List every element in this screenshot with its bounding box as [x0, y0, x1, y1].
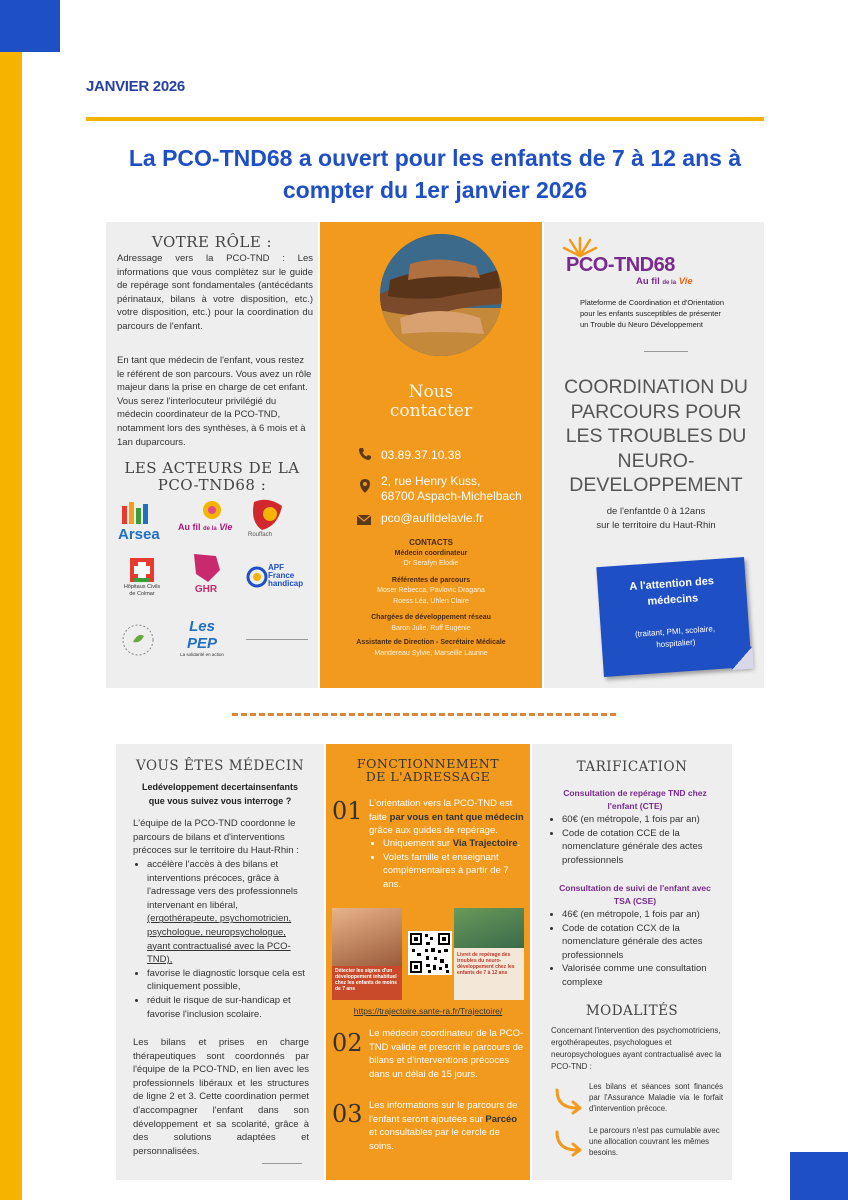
cta-line-1: A l'attention des	[629, 575, 715, 594]
pco-big-title-line-2: PARCOURS POUR	[570, 400, 742, 423]
medecin-bullet-1-text: accélère l'accès à des bilans et interventions précoces, grâce à l'adressage vers des professionnels intervenant en libéral,	[147, 859, 298, 911]
pco-subtitle	[544, 505, 768, 533]
guide-cover-7-12-photo	[454, 908, 524, 948]
role-paragraph-1	[117, 252, 313, 334]
step-2-text: Le médecin coordinateur de la PCO-TND valide et prescrit le parcours de bilans et d'interventions précoces dans un délai de 15 jours.	[369, 1028, 524, 1080]
adressage-title	[326, 757, 530, 783]
cse-bullet-2: • Code de cotation CCX de la nomenclature générale des actes professionnels	[562, 922, 726, 963]
pco-logo-sub-1: Au fil	[636, 276, 660, 287]
step-3-text-b: et consultables par le cercle de soins.	[369, 1127, 500, 1152]
guide-cover-7-12-caption: Livret de repérage des troubles du neuro-développement chez les enfants de 7 à 12 ans	[457, 952, 515, 976]
aufil-text: Au fil	[178, 522, 201, 532]
contacts-title: CONTACTS	[409, 538, 453, 547]
aufil-sun-icon	[178, 498, 234, 522]
cta-line-4: hospitalier)	[656, 637, 696, 650]
issue-date: JANVIER 2026	[86, 78, 185, 95]
apf-logo	[246, 562, 306, 598]
guide-cover-7-12[interactable]	[454, 908, 524, 1000]
cse-bullet-3: • Valorisée comme une consultation complexe	[562, 962, 726, 989]
hands-photo-illustration	[380, 234, 502, 356]
medecin-intro: L'équipe de la PCO-TND coordonne le parcours de bilans et d'interventions précoces sur le territoire du Haut-Rhin :	[133, 818, 299, 857]
headline-line-2: compter du 1er janvier 2026	[282, 177, 588, 203]
modalites-intro: Concernant l'intervention des psychomotriciens, ergothérapeutes, psychologues et neuropsychologues ayant contractualisé avec la PCO-TND :	[551, 1026, 722, 1071]
apf-text-3: handicap	[268, 579, 304, 588]
qr-code-icon	[408, 931, 452, 975]
role-paragraph-1-text: Adressage vers la PCO-TND : Les informations que vous complètez sur le guide de repérage sont fondamentales (antécédants périnataux, bilans à votre disposition, etc.) votre disposition, etc.) pour la coordination du parcours de l'enfant.	[117, 253, 313, 332]
rouffach-logo	[248, 498, 296, 544]
step-1-bullet-1	[383, 837, 525, 851]
doctors-attention-card	[596, 557, 751, 677]
contact-name-4: Mandereau Sylvie, Marseille Laurine	[374, 649, 488, 657]
aufil-logo	[178, 498, 234, 544]
pco-divider	[644, 351, 688, 352]
les-pep-logo	[180, 618, 224, 664]
left-accent-bar	[0, 52, 22, 1200]
guide-cover-under-7-photo	[332, 908, 402, 966]
pco-description	[580, 297, 724, 330]
step-1-text-a: L'orientation vers la PCO-TND est faite	[369, 798, 513, 823]
hopitaux-cross-icon	[116, 556, 168, 584]
contact-role-1: Médecin coordinateur	[394, 549, 468, 557]
step-3-text	[369, 1099, 525, 1153]
ghr-logo	[186, 552, 226, 600]
cte-title-line-1: Consultation de repérage TND chez	[563, 788, 707, 798]
page-headline	[90, 142, 780, 206]
header-divider	[86, 117, 764, 121]
cte-title-line-2: l'enfant (CTE)	[607, 801, 663, 811]
modalites-paragraph-1: Les bilans et séances sont financés par l'Assurance Maladie via le forfait d'intervention précoce.	[589, 1082, 723, 1113]
cse-title-line-1: Consultation de suivi de l'enfant avec	[559, 883, 711, 893]
logos-divider	[246, 639, 308, 640]
contact-name-2b: Roess Léa, Uhlen Claire	[393, 597, 469, 605]
cte-title	[540, 787, 730, 813]
cse-title-line-2: TSA (CSE)	[613, 896, 657, 906]
guide-cover-under-7-caption: Détecter les signes d'un développement inhabituel chez les enfants de moins de 7 ans	[335, 968, 397, 992]
contact-address	[381, 474, 522, 504]
medecin-bullet-1-underlined: (ergothérapeute, psychomotricien, psychologue, neuropsychologue, ayant contractualisé avec la PCO-TND),	[147, 913, 292, 966]
pco-big-title	[544, 375, 768, 498]
ghr-text: GHR	[194, 584, 218, 595]
modalites-paragraph-2: Le parcours n'est pas cumulable avec une allocation couvrant les mêmes besoins.	[589, 1126, 720, 1157]
hands-photo	[380, 234, 502, 356]
modalites-title: MODALITÉS	[585, 1003, 679, 1019]
actors-title	[106, 460, 318, 494]
apf-text-2: France	[268, 571, 295, 580]
qr-code[interactable]	[408, 931, 452, 975]
medecin-question-line-1: Ledéveloppement decertainsenfants	[141, 782, 299, 792]
contacts-block	[320, 538, 542, 659]
aufil-small: de la	[203, 526, 217, 532]
step-3-text-a: Les informations sur le parcours de l'enfant seront ajoutées sur	[369, 1100, 518, 1125]
contact-name-3: Baron Julie, Ruff Eugénie	[391, 624, 471, 632]
medecin-outro: Les bilans et prises en charge thérapeutiques sont coordonnés par l'équipe de la PCO-TND, en lien avec les professionnels libéraux et les structures de ligne 2 et 3. Cette coordination permet d'accompagner l'enfant dans son développement et sa scolarité, grâce à des solutions adaptées et personnalisées.	[133, 1037, 309, 1157]
headline-line-1: La PCO-TND68 a ouvert pour les enfants de 7 à 12 ans à	[128, 145, 742, 171]
contact-title	[320, 383, 542, 421]
cta-line-2: médecins	[647, 592, 699, 608]
contact-name-1: Dr Serafyn Elodie	[403, 560, 459, 567]
cte-bullets	[548, 813, 726, 867]
rouffach-emblem-icon	[248, 498, 288, 532]
contact-email[interactable]: pco@aufildelavie.fr	[381, 511, 484, 525]
ghr-shape-icon	[186, 552, 226, 584]
cse-title	[540, 882, 730, 908]
step-1-bullet-1-bold: Via Trajectoire	[452, 838, 518, 849]
curved-arrow-icon-1	[553, 1088, 587, 1116]
pco-logo-text: PCO-TND68	[566, 254, 675, 276]
contact-address-line-1: 2, rue Henry Kuss,	[381, 474, 481, 488]
contact-role-3: Chargées de développement réseau	[371, 614, 491, 621]
contact-name-2a: Moser Rebecca, Pavlovic Dragana	[377, 587, 485, 594]
email-icon	[356, 514, 372, 526]
contact-title-line-1: Nous	[408, 382, 454, 402]
contact-address-line-2: 68700 Aspach-Michelbach	[381, 489, 522, 503]
step-1-bullet-1-a: Uniquement sur	[383, 838, 453, 849]
step-1-text	[369, 797, 525, 838]
step-1-bullet-1-b: .	[517, 838, 521, 849]
medecin-divider	[262, 1163, 302, 1164]
pco-logo-sub-2: de la	[662, 280, 677, 286]
pco-subtitle-line-1: de l'enfantde 0 à 12ans	[606, 506, 706, 517]
les-pep-subtext: La solidarité en action	[180, 652, 224, 657]
pco-logo-subtitle	[636, 276, 693, 287]
pco-logo-sub-3: Vie	[678, 276, 693, 287]
pco-big-title-line-1: COORDINATION DU	[564, 376, 748, 398]
aufil-vie: Vie	[219, 522, 233, 532]
role-paragraph-2: En tant que médecin de l'enfant, vous restez le référent de son parcours. Vous avez un rôle majeur dans la prise en charge de cet enfant. Vous serez l'interlocuteur privilégié du médecin coordinateur de la PCO-TND, notamment lors des synthèses, à 6 mois et à 1an duparcours.	[117, 355, 312, 448]
section-divider-dashed	[232, 713, 616, 716]
cte-bullet-2: • Code de cotation CCE de la nomenclature générale des actes professionnels	[562, 827, 726, 868]
apf-swirl-icon	[246, 566, 268, 588]
step-1-bullet-2: • Volets famille et enseignant complémentaires à partir de 7 ans.	[383, 851, 525, 892]
step-1-text-bold: par vous en tant que médecin	[389, 811, 524, 823]
step-3-text-bold: Parcéo	[485, 1113, 518, 1125]
adressage-title-line-1: FONCTIONNEMENT	[356, 756, 500, 771]
arsea-bars-icon	[118, 500, 168, 526]
cte-bullet-1: • 60€ (en métropole, 1 fois par an)	[562, 813, 726, 827]
tarification-title: TARIFICATION	[576, 759, 688, 775]
medecin-bullet-2: • favorise le diagnostic lorsque cela est cliniquement possible,	[147, 967, 305, 994]
curved-arrow-icon-2	[553, 1130, 587, 1158]
pco-big-title-line-3: LES TROUBLES DU	[565, 425, 747, 447]
apf-text-1: APF	[268, 563, 284, 572]
hopitaux-colmar-logo	[116, 556, 168, 602]
step-1-number: 01	[332, 797, 363, 825]
cta-line-3: (traitant, PMI, scolaire,	[634, 624, 716, 639]
contact-role-4: Assistante de Direction - Secrétaire Médicale	[356, 639, 506, 646]
medecin-question-line-2: que vous suivez vous interroge ?	[148, 796, 292, 806]
hopitaux-text-1: Hôpitaux Civils	[123, 584, 161, 590]
pco-description-line-1: Plateforme de Coordination et d'Orientation	[580, 298, 725, 307]
trajectoire-link[interactable]: https://trajectoire.sante-ra.fr/Trajectoire/	[353, 1006, 503, 1016]
role-title: VOTRE RÔLE :	[151, 233, 273, 251]
phone-icon	[358, 447, 372, 461]
corner-square-top-left	[0, 0, 60, 52]
corner-square-bottom-right	[790, 1152, 848, 1200]
round-leaf-icon	[120, 618, 156, 662]
contact-role-2: Référentes de parcours	[391, 576, 471, 584]
step-2-number: 02	[332, 1029, 363, 1057]
location-pin-icon	[358, 478, 372, 494]
medecin-bullet-1	[147, 858, 305, 967]
arsea-logo	[118, 500, 168, 544]
les-pep-text: Les PEP	[186, 618, 217, 652]
pco-big-title-line-4: NEURO-	[617, 449, 695, 472]
adressage-title-line-2: DE L'ADRESSAGE	[365, 769, 491, 784]
hopitaux-text-2: de Colmar	[129, 591, 155, 597]
step-1-bullets	[369, 837, 525, 891]
medecin-title: VOUS ÊTES MÉDECIN	[135, 758, 305, 774]
step-1-text-b: grâce aux guides de repérage.	[369, 825, 498, 837]
step-3-number: 03	[332, 1100, 363, 1128]
contact-title-line-2: contacter	[389, 401, 473, 421]
pco-description-line-2: pour les enfants susceptibles de présenter	[580, 309, 721, 318]
pco-big-title-line-5: DEVELOPPEMENT	[569, 474, 743, 496]
medecin-bullets	[133, 858, 305, 1021]
medecin-question	[116, 780, 324, 808]
rouffach-text: Rouffach	[248, 532, 272, 538]
pco-description-line-3: un Trouble du Neuro Développement	[580, 320, 703, 329]
cse-bullets	[548, 908, 726, 990]
actors-title-line-1: LES ACTEURS DE LA	[124, 459, 300, 477]
actors-title-line-2: PCO-TND68 :	[157, 476, 267, 494]
cta-page-curl	[730, 647, 753, 670]
cse-bullet-1: • 46€ (en métropole, 1 fois par an)	[562, 908, 726, 922]
contact-phone[interactable]: 03.89.37.10.38	[381, 448, 462, 462]
guide-cover-under-7[interactable]	[332, 908, 402, 1000]
medecin-bullet-3: • réduit le risque de sur-handicap et favorise l'inclusion scolaire.	[147, 994, 305, 1021]
pco-subtitle-line-2: sur le territoire du Haut-Rhin	[596, 520, 716, 531]
round-association-logo	[120, 618, 156, 662]
arsea-text: Arsea	[118, 526, 160, 543]
